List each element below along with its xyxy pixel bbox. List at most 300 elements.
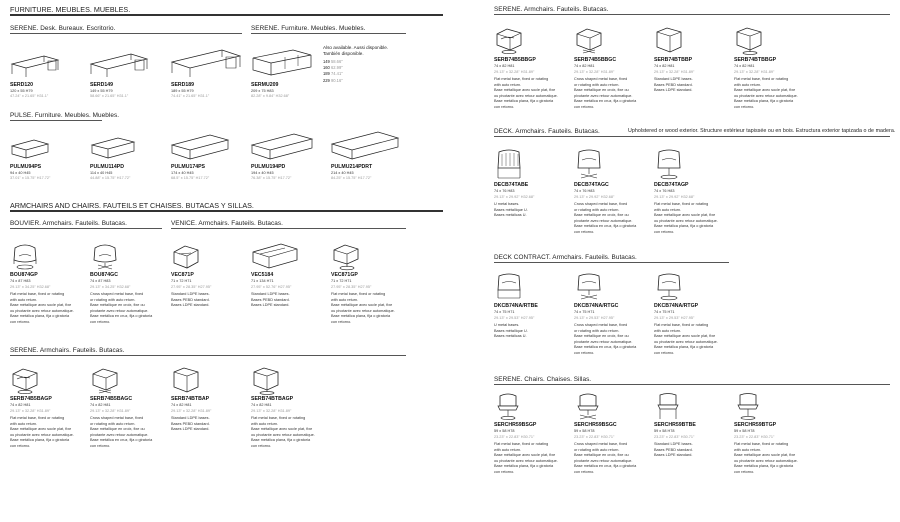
product-inches: 29.13" x 32.28" H31.89" <box>654 70 695 74</box>
desc-line: ou pivotante avec retour automatique. <box>654 339 718 344</box>
product-description <box>654 442 730 459</box>
armchairs-title-rule <box>10 210 443 212</box>
product-description <box>10 416 86 450</box>
desc-line: con retorno. <box>90 443 111 448</box>
product-inches: 29.13" x 32.28" H31.89" <box>171 409 212 413</box>
desc-line: Base métallique avec socle plat, fixe <box>10 303 72 308</box>
desk-drawing-icon <box>170 46 242 78</box>
desc-line: Bases PEBD standard. <box>251 297 290 302</box>
product-dims: 74 x 82 H81 <box>734 64 755 68</box>
desc-line: Cross shaped metal base, fixed <box>574 202 628 206</box>
right-catalog-page <box>470 0 900 522</box>
low-cabinet-drawing-icon <box>250 130 314 161</box>
tub-armchair-drawing-icon <box>171 242 201 270</box>
deck-armchair-drawing-icon <box>494 148 524 180</box>
product-code: PULMU214PDRT <box>331 164 373 170</box>
deck-armchair-drawing-icon <box>654 272 684 300</box>
chair-drawing-icon <box>654 392 682 420</box>
venice-title: VENICE. Armchairs. Fauteils. Butacas. <box>171 220 283 227</box>
product-inches: 37.01" x 15.75" H17.72" <box>10 176 51 180</box>
desc-line: Base métallique avec socle plat, fixe <box>251 427 313 432</box>
also-line: También disponible. <box>323 51 364 56</box>
product-code: SERB74BTBAGP <box>251 396 294 402</box>
product-description <box>90 292 166 326</box>
product-inches: 29.13" x 29.92" H32.68" <box>574 195 615 199</box>
desc-line: with auto return. <box>251 421 279 426</box>
product-inches: 27.95" x 28.35" H27.95" <box>171 285 212 289</box>
desc-line: Base métallique avec socle plat, fixe <box>654 334 716 339</box>
product-code: SERD189 <box>171 82 195 88</box>
product-code: SERCHR59BTGP <box>734 422 777 428</box>
desc-line: Base métallique avec socle plat, fixe <box>494 453 556 458</box>
desc-line: or rotating with auto return. <box>574 447 620 452</box>
product-code: VEC5184 <box>251 272 274 278</box>
desc-line: Bases LDPE standard. <box>171 427 210 432</box>
desc-line: Flat metal base, fixed or rotating <box>10 416 65 420</box>
product-inches: 29.13" x 32.28" H31.89" <box>734 70 775 74</box>
desc-line: con retorno. <box>494 104 515 109</box>
tub-armchair-drawing-icon <box>331 242 361 270</box>
product-dims: 74 x 82 H81 <box>574 64 595 68</box>
desc-line: with auto return. <box>734 82 762 87</box>
chair-drawing-icon <box>734 392 762 420</box>
deck-title: DECK. Armchairs. Fauteils. Butacas. <box>494 128 600 135</box>
serene-chairs-title: SERENE. Chairs. Chaises. Sillas. <box>494 376 592 383</box>
product-inches: 74.41" x 21.65" H31.1" <box>171 94 210 98</box>
product-code: DKCB74NA/RTGC <box>574 303 619 309</box>
product-description <box>494 77 570 111</box>
desc-line: Base métallique en croix, fixe ou <box>574 334 629 339</box>
product-inches: 29.13" x 29.53" H27.95" <box>494 316 535 320</box>
desc-line: Bases PEBD standard. <box>171 297 210 302</box>
product-inches: 47.24" x 21.65" H31.1" <box>10 94 49 98</box>
product-description <box>171 292 247 309</box>
desc-line: Bases metálicas U. <box>494 334 527 339</box>
deck-armchair-drawing-icon <box>574 148 604 180</box>
low-cabinet-drawing-icon <box>330 128 400 161</box>
desc-line: pivotante avec retour automatique. <box>90 432 149 437</box>
desc-line: ou pivotante avec retour automatique. <box>10 308 74 313</box>
product-dims: 74 x 75 H71 <box>574 310 595 314</box>
venice-rule <box>171 228 406 229</box>
desc-line: Base métallique avec socle plat, fixe <box>654 213 716 218</box>
desc-line: Base metálica en cruz, fija o giratoria <box>574 224 637 229</box>
product-inches: 29.13" x 34.25" H32.68" <box>10 285 51 289</box>
desc-line: Base métallique avec socle plat, fixe <box>734 88 796 93</box>
desc-line: Flat metal base, fixed or rotating <box>734 442 789 446</box>
desc-line: con retorno. <box>574 469 595 474</box>
armchair-drawing-icon <box>251 366 281 394</box>
desc-line: with auto return. <box>734 447 762 452</box>
desc-line: Flat metal base, fixed or rotating <box>331 292 386 296</box>
desc-line: Base métallique en croix, fixe ou <box>574 88 629 93</box>
product-inches: 27.95" x 52.76" H27.95" <box>251 285 292 289</box>
sofa-drawing-icon <box>251 240 299 270</box>
product-code: SERB74BTBBGP <box>734 57 777 63</box>
product-dims: 71 x 134 H71 <box>251 279 274 283</box>
desc-line: Base métallique en croix, fixe ou <box>574 213 629 218</box>
product-description <box>251 292 327 309</box>
product-description <box>654 202 730 236</box>
size-value: 229 <box>323 77 330 83</box>
product-dims: 114 x 40 H45 <box>90 171 113 175</box>
product-code: SERD149 <box>90 82 114 88</box>
serene-chairs-rule <box>494 384 890 385</box>
main-title-rule <box>10 14 443 16</box>
product-dims: 74 x 76 H83 <box>574 189 595 193</box>
low-cabinet-drawing-icon <box>10 136 50 160</box>
product-description <box>331 292 407 326</box>
left-catalog-page <box>0 0 443 522</box>
desc-line: Flat metal base, fixed or rotating <box>10 292 65 296</box>
product-code: SERB74B5BAGP <box>10 396 52 402</box>
desc-line: Base métallique avec socle plat, fixe <box>10 427 72 432</box>
deck-contract-rule <box>494 262 729 263</box>
product-code: BOU874GC <box>90 272 118 278</box>
desc-line: Base métallique avec socle plat, fixe <box>734 453 796 458</box>
also-available-note <box>323 45 388 57</box>
bouvier-title: BOUVIER. Armchairs. Fauteils. Butacas. <box>10 220 127 227</box>
size-value: 160 <box>323 65 330 71</box>
desc-line: Base metálica en cruz, fija o giratoria <box>90 314 153 319</box>
product-dims: 74 x 76 H83 <box>494 189 515 193</box>
product-inches: 29.13" x 32.28" H31.89" <box>574 70 615 74</box>
desc-line: Bases PEBD standard. <box>654 82 693 87</box>
product-description <box>171 416 247 433</box>
desc-line: pivotante avec retour automatique. <box>574 339 633 344</box>
deck-rule <box>494 136 890 137</box>
desc-line: con retorno. <box>734 104 755 109</box>
product-code: DECB74TABE <box>494 182 529 188</box>
desc-line: ou pivotante avec retour automatique. <box>331 308 395 313</box>
product-dims: 71 x 72 H71 <box>331 279 352 283</box>
product-description <box>734 442 810 476</box>
desc-line: Base metálica plana, fija o giratoria <box>10 314 70 319</box>
armchair-drawing-icon <box>90 242 120 270</box>
product-code: DKCB74NA/RTBE <box>494 303 538 309</box>
desc-line: Base metálica en cruz, fija o giratoria <box>574 464 637 469</box>
desc-line: ou pivotante avec retour automatique. <box>734 93 798 98</box>
sideboard-drawing-icon <box>251 46 313 78</box>
desc-line: Bases LDPE standard. <box>654 88 693 93</box>
serene-armchairs-title: SERENE. Armchairs. Fauteils. Butacas. <box>494 6 609 13</box>
desc-line: Base metálica en cruz, fija o giratoria <box>90 438 153 443</box>
desc-line: Base metálica plana, fija o giratoria <box>331 314 391 319</box>
serene-furniture-title: SERENE. Furniture. Meubles. Muebles. <box>251 25 366 32</box>
desc-line: ou pivotante avec retour automatique. <box>734 458 798 463</box>
product-inches: 29.13" x 29.92" H32.68" <box>494 195 535 199</box>
desc-line: con retorno. <box>494 469 515 474</box>
product-dims: 59 x 58 H78 <box>654 429 675 433</box>
armchair-drawing-icon <box>494 26 524 54</box>
product-code: SERB74BTBBP <box>654 57 693 63</box>
product-code: SERCHR59BSGC <box>574 422 617 428</box>
desc-line: or rotating with auto return. <box>90 297 136 302</box>
product-inches: 44.88" x 15.75" H17.72" <box>90 176 131 180</box>
page-gutter <box>443 0 470 522</box>
desc-line: con retorno. <box>734 469 755 474</box>
product-description <box>494 323 570 340</box>
desc-line: Base métallique en croix, fixe ou <box>574 453 629 458</box>
bouvier-rule <box>10 228 162 229</box>
desc-line: Cross shaped metal base, fixed <box>574 323 628 327</box>
product-description <box>10 292 86 326</box>
desc-line: Standard LDPE bases. <box>171 292 210 296</box>
size-inch: 62.99" <box>330 65 343 71</box>
product-description <box>574 202 650 236</box>
size-value: 189 <box>323 71 330 77</box>
product-inches: 29.13" x 32.28" H31.89" <box>90 409 131 413</box>
desc-line: Base metálica plana, fija o giratoria <box>734 99 794 104</box>
desc-line: Base métallique en croix, fixe ou <box>90 427 145 432</box>
product-dims: 74 x 82 H81 <box>10 403 31 407</box>
product-code: SERB74B5BBGC <box>574 57 617 63</box>
product-code: VEC871P <box>171 272 194 278</box>
product-dims: 59 x 58 H78 <box>574 429 595 433</box>
desc-line: with auto return. <box>10 297 38 302</box>
product-code: SERMU209 <box>251 82 279 88</box>
product-code: SERD120 <box>10 82 34 88</box>
desc-line: Flat metal base, fixed or rotating <box>251 416 306 420</box>
desc-line: with auto return. <box>494 447 522 452</box>
desc-line: Flat metal base, fixed or rotating <box>494 77 549 81</box>
desc-line: Cross shaped metal base, fixed <box>90 292 144 296</box>
product-dims: 174 x 40 H45 <box>171 171 194 175</box>
armchairs-main-title: ARMCHAIRS AND CHAIRS. FAUTEILS ET CHAISES. BUTACAS Y SILLAS. <box>10 201 254 210</box>
desc-line: con retorno. <box>10 319 31 324</box>
product-dims: 149 x 55 H79 <box>90 89 113 93</box>
product-description <box>494 442 570 476</box>
low-cabinet-drawing-icon <box>170 131 230 161</box>
desc-line: pivotante avec retour automatique. <box>574 458 633 463</box>
desc-line: con retorno. <box>654 229 675 234</box>
desc-line: pivotante avec retour automatique. <box>90 308 149 313</box>
product-inches: 23.23" x 22.83" H30.71" <box>734 435 775 439</box>
deck-contract-title: DECK CONTRACT. Armchairs. Fauteils. Butacas. <box>494 254 637 261</box>
size-inch: 90.16" <box>330 77 343 83</box>
desc-line: Base metálica plana, fija o giratoria <box>494 464 554 469</box>
desc-line: ou pivotante avec retour automatique. <box>251 432 315 437</box>
armchair-drawing-icon <box>171 366 201 394</box>
product-inches: 29.13" x 29.53" H27.95" <box>654 316 695 320</box>
size-value: 149 <box>323 59 330 64</box>
product-description <box>734 77 810 111</box>
desc-line: Cross shaped metal base, fixed <box>90 416 144 420</box>
desc-line: Base metálica plana, fija o giratoria <box>10 438 70 443</box>
size-list <box>323 59 343 84</box>
product-dims: 74 x 82 H81 <box>90 403 111 407</box>
desc-line: Base metálica plana, fija o giratoria <box>734 464 794 469</box>
product-dims: 214 x 40 H45 <box>331 171 354 175</box>
desk-drawing-icon <box>10 52 60 78</box>
desc-line: Flat metal base, fixed or rotating <box>654 202 709 206</box>
chair-drawing-icon <box>574 392 602 420</box>
product-dims: 74 x 82 H81 <box>654 64 675 68</box>
desc-line: ou pivotante avec retour automatique. <box>494 458 558 463</box>
desc-line: with auto return. <box>331 297 359 302</box>
product-code: SERCHR59BSGP <box>494 422 537 428</box>
size-inch: 74.41" <box>330 71 343 77</box>
serene-furniture-rule <box>251 33 406 34</box>
desc-line: Base metálica en cruz, fija o giratoria <box>574 99 637 104</box>
armchair-drawing-icon <box>654 26 684 54</box>
desc-line: U metal bases. <box>494 323 520 327</box>
product-inches: 29.13" x 34.25" H32.68" <box>90 285 131 289</box>
pulse-rule <box>10 120 102 121</box>
product-inches: 27.95" x 28.35" H27.95" <box>331 285 372 289</box>
product-code: PULMU174PS <box>171 164 206 170</box>
product-inches: 29.13" x 32.28" H31.89" <box>494 70 535 74</box>
desc-line: Standard LDPE bases. <box>654 77 693 81</box>
product-code: PULMU114PD <box>90 164 125 170</box>
product-inches: 68.5" x 15.75" H17.72" <box>171 176 210 180</box>
desc-line: Standard LDPE bases. <box>654 442 693 446</box>
serene-armchairs-rule <box>10 355 406 356</box>
product-dims: 59 x 58 H78 <box>734 429 755 433</box>
armchair-drawing-icon <box>10 242 40 270</box>
desc-line: con retorno. <box>331 319 352 324</box>
desc-line: con retorno. <box>574 229 595 234</box>
product-dims: 71 x 72 H71 <box>171 279 192 283</box>
desc-line: or rotating with auto return. <box>574 82 620 87</box>
desc-line: Base metálica plana, fija o giratoria <box>251 438 311 443</box>
desc-line: pivotante avec retour automatique. <box>574 218 633 223</box>
desc-line: Base metálica en cruz, fija o giratoria <box>574 345 637 350</box>
desc-line: ou pivotante avec retour automatique. <box>654 218 718 223</box>
furniture-main-title: FURNITURE. MEUBLES. MUEBLES. <box>10 5 131 14</box>
product-code: DECB74TAGC <box>574 182 609 188</box>
desc-line: Bases LDPE standard. <box>171 303 210 308</box>
desc-line: ou pivotante avec retour automatique. <box>10 432 74 437</box>
serene-desk-title: SERENE. Desk. Bureaux. Escritorio. <box>10 25 116 32</box>
product-dims: 74 x 87 H83 <box>90 279 111 283</box>
chair-drawing-icon <box>494 392 522 420</box>
product-description <box>654 323 730 357</box>
desc-line: or rotating with auto return. <box>574 328 620 333</box>
desc-line: Cross shaped metal base, fixed <box>574 442 628 446</box>
product-dims: 209 x 75 H83 <box>251 89 274 93</box>
desc-line: with auto return. <box>10 421 38 426</box>
desc-line: Standard LDPE bases. <box>171 416 210 420</box>
product-inches: 58.66" x 21.65" H31.1" <box>90 94 129 98</box>
product-code: DKCB74NA/RTGP <box>654 303 699 309</box>
product-dims: 74 x 76 H83 <box>654 189 675 193</box>
product-dims: 74 x 75 H71 <box>654 310 675 314</box>
product-inches: 23.23" x 22.83" H30.71" <box>494 435 535 439</box>
low-cabinet-drawing-icon <box>90 134 136 160</box>
product-code: PULMU94PS <box>10 164 42 170</box>
deck-armchair-drawing-icon <box>494 272 524 300</box>
deck-armchair-drawing-icon <box>574 272 604 300</box>
desc-line: Flat metal base, fixed or rotating <box>654 323 709 327</box>
product-inches: 29.13" x 32.28" H31.89" <box>10 409 51 413</box>
product-description <box>90 416 166 450</box>
desc-line: Bases métallique U. <box>494 328 528 333</box>
product-inches: 82.28" x 9.84" H32.68" <box>251 94 290 98</box>
product-code: VEC871GP <box>331 272 358 278</box>
product-inches: 76.38" x 15.75" H17.72" <box>251 176 292 180</box>
product-code: SERB74B5BBGP <box>494 57 536 63</box>
desc-line: or rotating with auto return. <box>90 421 136 426</box>
serene-armchairs-rule <box>494 14 890 15</box>
desc-line: Standard LDPE bases. <box>251 292 290 296</box>
product-code: SERCHR59BTBE <box>654 422 696 428</box>
product-description <box>251 416 327 450</box>
product-description <box>494 202 570 219</box>
desc-line: con retorno. <box>574 104 595 109</box>
product-code: SERB74BTBAP <box>171 396 210 402</box>
desk-drawing-icon <box>89 50 149 78</box>
desc-line: Bases PEBD standard. <box>171 421 210 426</box>
product-code: DECB74TAGP <box>654 182 689 188</box>
product-code: BOU874GP <box>10 272 38 278</box>
desc-line: with auto return. <box>494 82 522 87</box>
desc-line: with auto return. <box>654 328 682 333</box>
desc-line: U metal bases. <box>494 202 520 206</box>
product-dims: 189 x 55 H79 <box>171 89 194 93</box>
desc-line: con retorno. <box>654 350 675 355</box>
desc-line: Cross shaped metal base, fixed <box>574 77 628 81</box>
serene-desk-rule <box>10 33 242 34</box>
armchair-drawing-icon <box>734 26 764 54</box>
product-dims: 94 x 40 H45 <box>10 171 31 175</box>
product-description <box>574 442 650 476</box>
product-dims: 74 x 82 H81 <box>171 403 192 407</box>
serene-armchairs-title: SERENE. Armchairs. Fauteils. Butacas. <box>10 347 125 354</box>
product-inches: 29.13" x 29.92" H32.68" <box>654 195 695 199</box>
product-dims: 194 x 40 H45 <box>251 171 274 175</box>
product-description <box>574 323 650 357</box>
product-inches: 29.13" x 29.53" H27.95" <box>574 316 615 320</box>
deck-armchair-drawing-icon <box>654 148 684 180</box>
desc-line: Bases PEBD standard. <box>654 447 693 452</box>
product-dims: 59 x 58 H78 <box>494 429 515 433</box>
product-description <box>574 77 650 111</box>
desc-line: Base métallique en croix, fixe ou <box>90 303 145 308</box>
deck-exterior-note: Upholstered or wood exterior. Structure extérieur tapissée ou en bois. Estructura exterior tapizada o de madera. <box>628 128 896 134</box>
product-dims: 120 x 55 H79 <box>10 89 33 93</box>
product-code: SERB74B5BAGC <box>90 396 133 402</box>
product-dims: 74 x 82 H81 <box>251 403 272 407</box>
product-dims: 74 x 75 H71 <box>494 310 515 314</box>
armchair-drawing-icon <box>574 26 604 54</box>
product-dims: 74 x 87 H83 <box>10 279 31 283</box>
armchair-drawing-icon <box>90 366 120 394</box>
desc-line: with auto return. <box>654 207 682 212</box>
desc-line: Bases LDPE standard. <box>251 303 290 308</box>
desc-line: Flat metal base, fixed or rotating <box>734 77 789 81</box>
desc-line: con retorno. <box>10 443 31 448</box>
desc-line: con retorno. <box>574 350 595 355</box>
product-inches: 23.23" x 22.83" H30.71" <box>654 435 695 439</box>
desc-line: Bases métallique U. <box>494 207 528 212</box>
product-code: PULMU194PD <box>251 164 286 170</box>
product-inches: 84.25" x 15.75" H17.72" <box>331 176 372 180</box>
desc-line: Bases LDPE standard. <box>654 453 693 458</box>
desc-line: Bases metálicas U. <box>494 213 527 218</box>
desc-line: Base métallique avec socle plat, fixe <box>331 303 393 308</box>
desc-line: ou pivotante avec retour automatique. <box>494 93 558 98</box>
also-line: Also available. Aussi disponible. <box>323 45 389 50</box>
desc-line: Base metálica plana, fija o giratoria <box>494 99 554 104</box>
desc-line: Base métallique avec socle plat, fixe <box>494 88 556 93</box>
product-inches: 29.13" x 32.28" H31.89" <box>251 409 292 413</box>
desc-line: or rotating with auto return. <box>574 207 620 212</box>
size-inch: 58.66" <box>330 59 343 64</box>
desc-line: pivotante avec retour automatique. <box>574 93 633 98</box>
product-inches: 23.23" x 22.83" H30.71" <box>574 435 615 439</box>
product-dims: 74 x 82 H81 <box>494 64 515 68</box>
